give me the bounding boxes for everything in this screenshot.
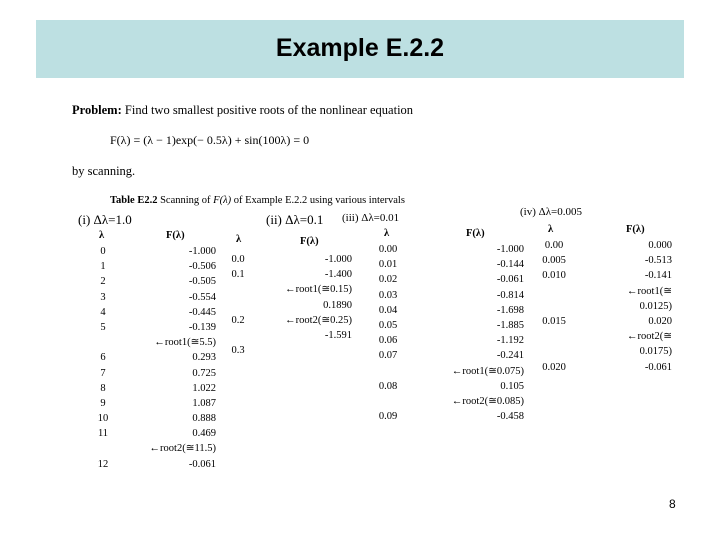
table-cell: 12 xyxy=(97,458,109,470)
table-cell xyxy=(368,364,408,379)
table-cell: 1.022 xyxy=(192,382,216,394)
table-cell: 3 xyxy=(100,291,106,303)
table-cell: -0.061 xyxy=(188,458,216,470)
table-cell: 0.09 xyxy=(378,411,398,423)
problem-label: Problem: xyxy=(72,103,122,117)
table-cell: -0.505 xyxy=(188,276,216,288)
table-cell: 0 xyxy=(100,246,106,257)
table-cell xyxy=(222,298,254,313)
table-cell: 0.469 xyxy=(192,428,216,440)
table-cell: ←root1(≅ xyxy=(627,285,672,297)
table-cell: 0.0175) xyxy=(639,346,672,358)
section-label-iv: (iv) Δλ=0.005 xyxy=(520,206,582,218)
caption-text-a: Scanning of xyxy=(160,195,211,206)
problem-statement xyxy=(72,103,413,118)
table-cell: -1.885 xyxy=(496,319,524,331)
table-cell: 0.04 xyxy=(378,304,398,316)
table-cell: -0.241 xyxy=(496,350,524,362)
table-cell: -1.591 xyxy=(324,329,352,341)
table-cell: 8 xyxy=(100,382,106,394)
table-cell: 1.087 xyxy=(192,397,216,409)
table-cell: 0.02 xyxy=(378,274,398,286)
table-cell: ←root1(≅0.075) xyxy=(451,365,524,377)
table-cell: 0.0125) xyxy=(639,300,672,312)
table-cell: 10 xyxy=(97,413,109,425)
col-iv-f xyxy=(588,238,672,375)
table-cell xyxy=(90,441,116,456)
table-cell: 9 xyxy=(100,397,106,409)
header-f-iv: F(λ) xyxy=(626,224,645,235)
table-cell: 6 xyxy=(100,352,106,364)
caption-function: F(λ) xyxy=(213,195,232,206)
table-cell: 0.010 xyxy=(542,270,566,282)
table-cell: 0.1 xyxy=(231,269,245,281)
header-f-ii: F(λ) xyxy=(300,236,319,247)
col-ii-f xyxy=(258,252,352,343)
col-iii-lambda xyxy=(368,242,408,424)
table-cell: 0.00 xyxy=(544,240,564,251)
table-cell: -1.400 xyxy=(324,269,352,281)
table-cell: 4 xyxy=(100,306,106,318)
table-cell: 0.3 xyxy=(231,345,245,357)
table-cell: -0.554 xyxy=(188,291,216,303)
table-cell: 0.000 xyxy=(648,240,672,251)
col-ii-lambda xyxy=(222,252,254,358)
table-cell: 7 xyxy=(100,367,106,379)
table-cell xyxy=(222,328,254,343)
table-cell: 0.105 xyxy=(500,380,524,392)
table-cell xyxy=(222,282,254,297)
table-cell: -1.000 xyxy=(324,254,352,265)
table-cell: 0.00 xyxy=(378,244,398,255)
table-cell: -0.139 xyxy=(188,321,216,333)
table-cell: 0.293 xyxy=(192,352,216,364)
header-f-iii: F(λ) xyxy=(466,228,485,239)
table-cell: -0.458 xyxy=(496,411,524,423)
header-lambda-i: λ xyxy=(99,230,105,241)
caption-text-b: of Example E.2.2 using various intervals xyxy=(233,195,405,206)
equation: F(λ) = (λ − 1)exp(− 0.5λ) + sin(100λ) = 0 xyxy=(110,133,310,147)
table-cell xyxy=(530,284,578,299)
table-cell: 5 xyxy=(100,321,106,333)
header-lambda-iii: λ xyxy=(384,228,390,239)
table-cell: 1 xyxy=(100,261,106,273)
table-cell xyxy=(530,329,578,344)
table-cell: 0.015 xyxy=(542,315,566,327)
header-lambda-iv: λ xyxy=(548,224,554,235)
problem-text: Find two smallest positive roots of the nonlinear equation xyxy=(124,103,414,117)
table-cell xyxy=(368,394,408,409)
slide-title: Example E.2.2 xyxy=(275,34,445,62)
table-cell: -1.698 xyxy=(496,304,524,316)
table-cell: -0.506 xyxy=(188,261,216,273)
table-cell: -0.513 xyxy=(644,255,672,267)
table-cell xyxy=(530,299,578,314)
table-cell: ←root2(≅11.5) xyxy=(149,443,216,455)
table-cell: -1.000 xyxy=(496,244,524,255)
table-cell: 0.888 xyxy=(192,413,216,425)
section-label-i: (i) Δλ=1.0 xyxy=(78,212,132,227)
col-iv-lambda xyxy=(530,238,578,375)
table-cell: 11 xyxy=(97,428,109,440)
table-cell: 0.0 xyxy=(231,254,245,265)
table-cell: -0.445 xyxy=(188,306,216,318)
table-cell xyxy=(530,344,578,359)
title-bar xyxy=(36,20,684,78)
header-f-i: F(λ) xyxy=(166,230,185,241)
table-cell: 0.020 xyxy=(648,315,672,327)
col-i-lambda xyxy=(90,244,116,472)
table-cell: 0.2 xyxy=(231,314,245,326)
table-cell: 0.725 xyxy=(192,367,216,379)
table-cell: -0.141 xyxy=(644,270,672,282)
col-i-f xyxy=(120,244,216,472)
table-cell: ←root2(≅ xyxy=(627,331,672,343)
table-cell: 0.07 xyxy=(378,350,398,362)
table-cell: ←root2(≅0.085) xyxy=(451,395,524,407)
table-cell: ←root2(≅0.25) xyxy=(285,314,352,326)
table-cell: ←root1(≅5.5) xyxy=(154,337,216,349)
table-cell: 0.1890 xyxy=(323,299,352,311)
table-cell: -0.144 xyxy=(496,259,524,271)
table-cell: 0.05 xyxy=(378,319,398,331)
col-iii-f xyxy=(420,242,524,424)
table-cell xyxy=(90,335,116,350)
table-cell: 0.08 xyxy=(378,380,398,392)
table-cell: -0.814 xyxy=(496,289,524,301)
page-number: 8 xyxy=(669,497,676,511)
table-cell: 2 xyxy=(100,276,106,288)
table-cell: 0.06 xyxy=(378,335,398,347)
table-cell: 0.020 xyxy=(542,361,566,373)
header-lambda-ii: λ xyxy=(236,234,242,245)
section-label-iii: (iii) Δλ=0.01 xyxy=(342,212,400,224)
table-cell: -0.061 xyxy=(496,274,524,286)
table-cell: 0.01 xyxy=(378,259,398,271)
table-cell: -1.192 xyxy=(496,335,524,347)
caption-label: Table E2.2 xyxy=(110,195,158,206)
table-cell: -0.061 xyxy=(644,361,672,373)
table-cell: -1.000 xyxy=(188,246,216,257)
problem-suffix: by scanning. xyxy=(72,164,136,178)
table-cell: 0.005 xyxy=(542,255,566,267)
section-label-ii: (ii) Δλ=0.1 xyxy=(266,212,324,227)
table-caption xyxy=(110,195,405,206)
table-cell: ←root1(≅0.15) xyxy=(285,284,352,296)
table-cell: 0.03 xyxy=(378,289,398,301)
